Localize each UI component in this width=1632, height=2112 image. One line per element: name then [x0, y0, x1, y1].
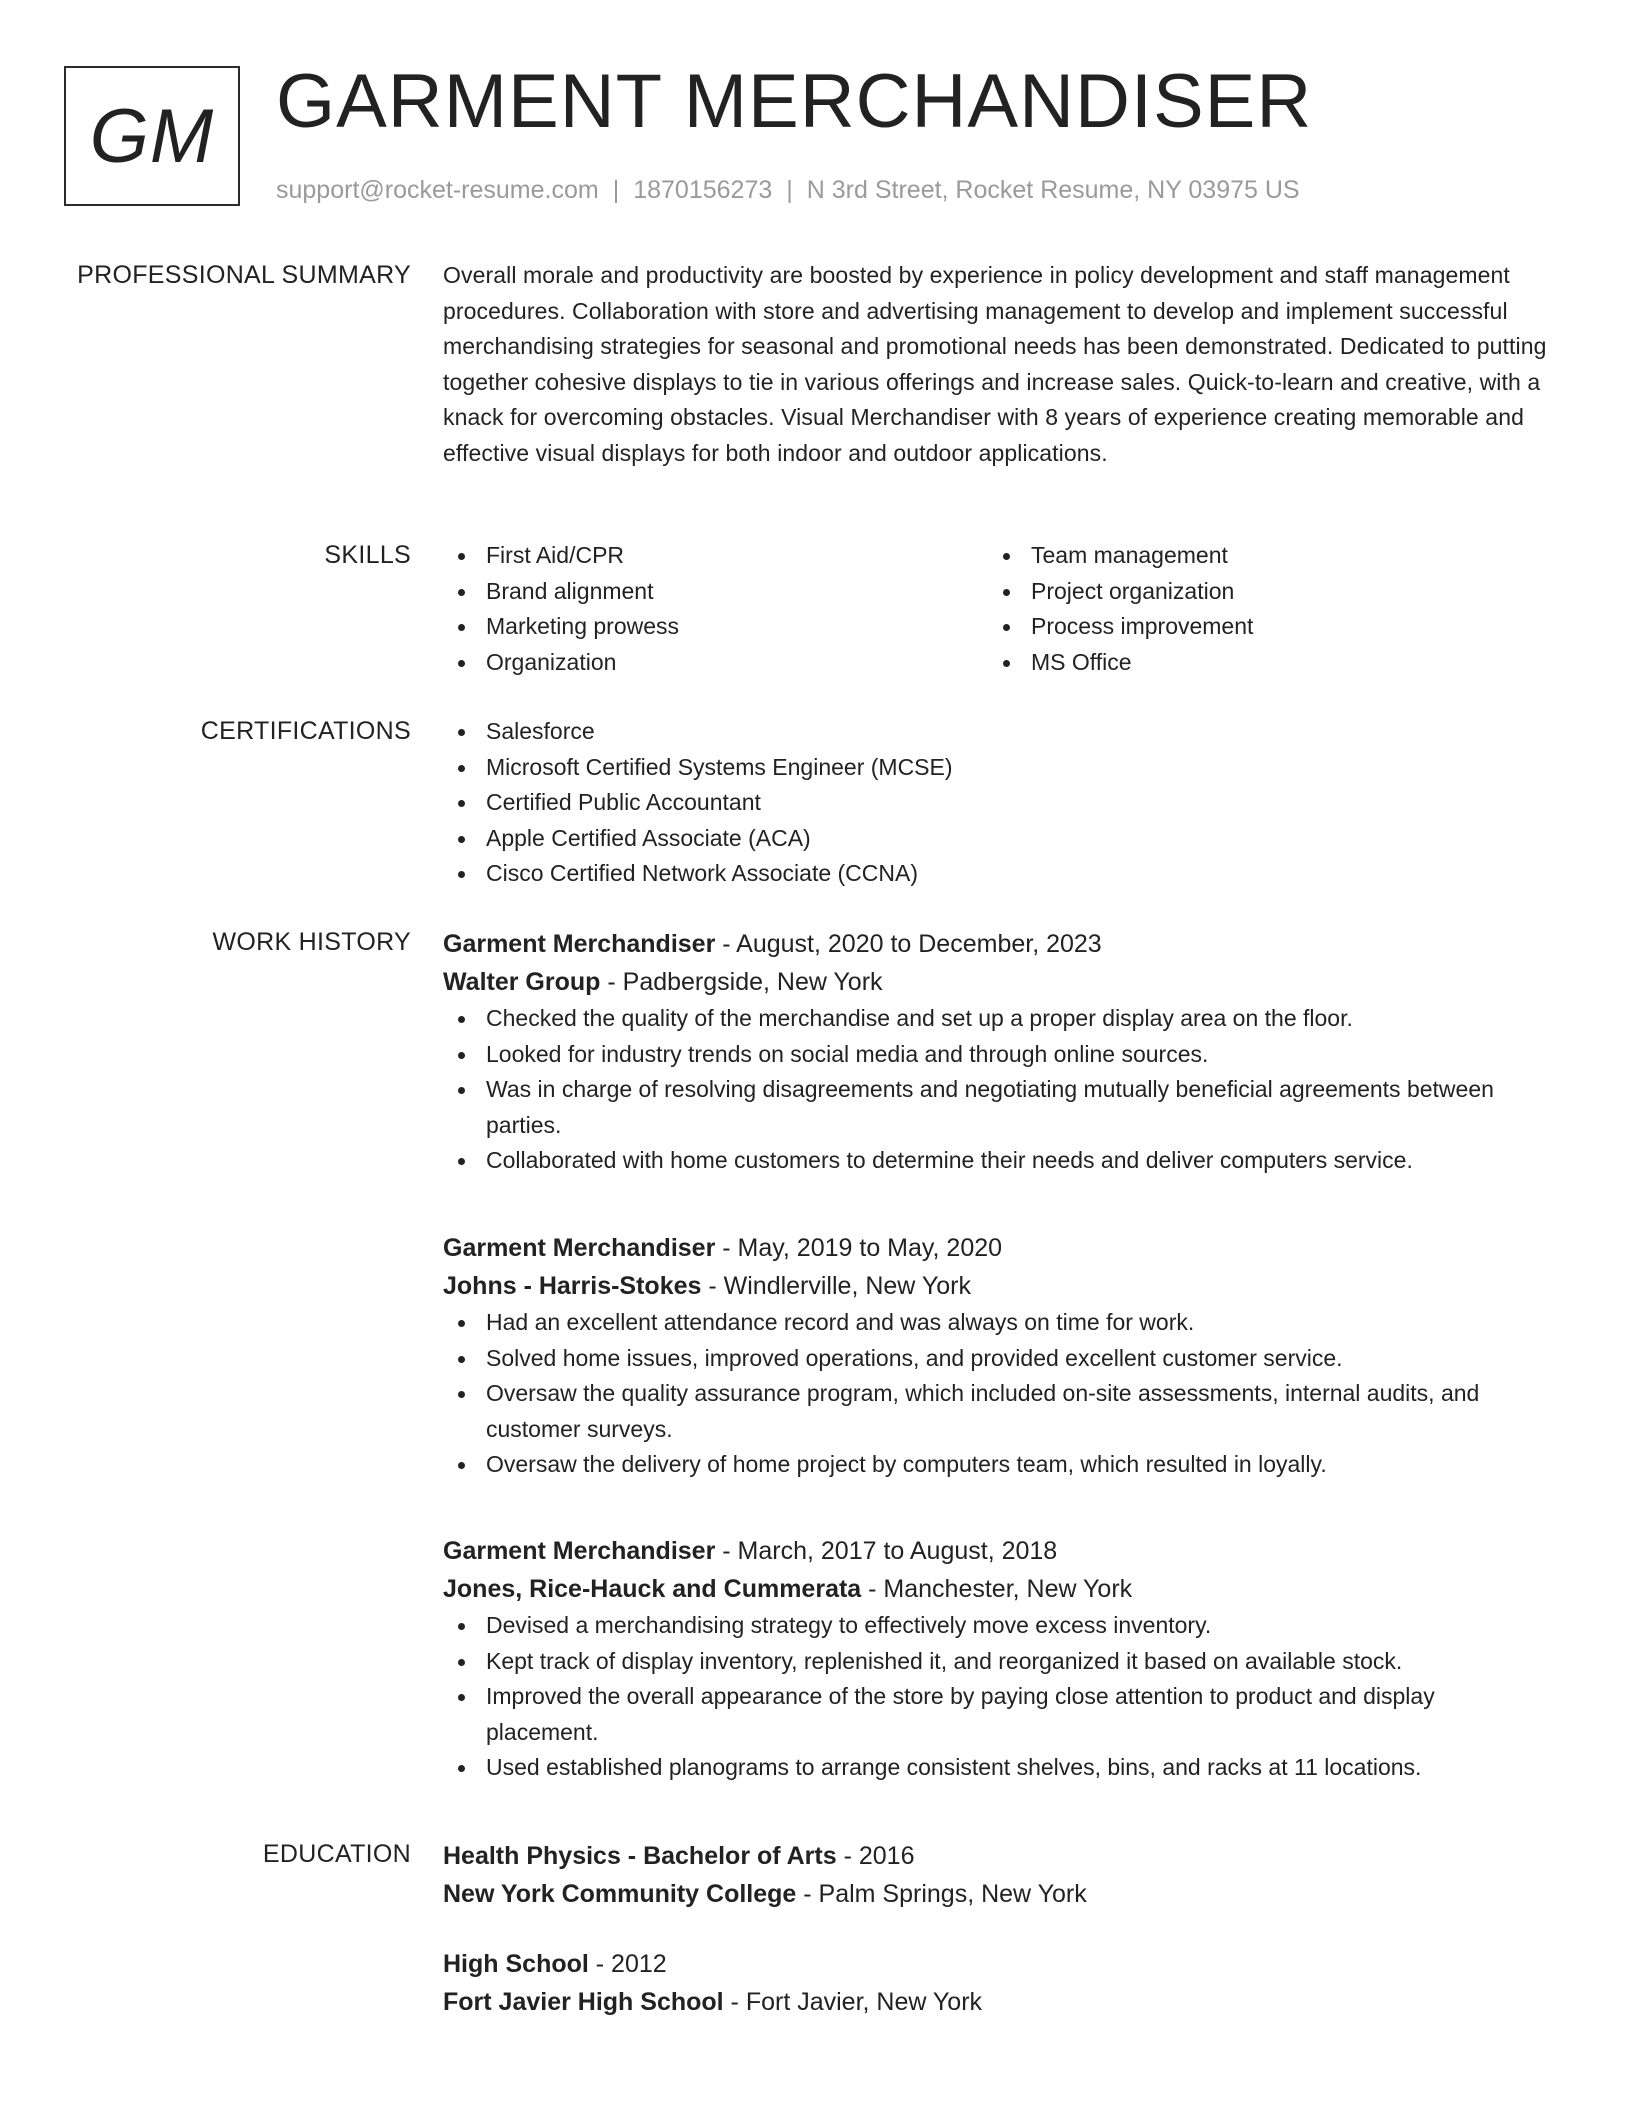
job-company-line: Jones, Rice-Hauck and Cummerata - Manchester, New York — [443, 1575, 1133, 1603]
job-bullet-text: Devised a merchandising strategy to effectively move excess inventory. — [486, 1612, 1212, 1638]
certification-item — [443, 856, 1553, 892]
job-bullet-text: Solved home issues, improved operations, and provided excellent customer service. — [486, 1344, 1343, 1371]
skill-text: Organization — [486, 648, 617, 675]
skill-item — [988, 574, 1533, 610]
bullet-icon — [458, 624, 465, 631]
skill-item — [443, 645, 988, 681]
job-dates: August, 2020 to December, 2023 — [736, 930, 1102, 958]
bullet-icon — [458, 765, 465, 772]
bullet-icon — [458, 800, 465, 807]
certification-item — [443, 714, 1553, 750]
skills-column-right — [988, 538, 1533, 680]
job-bullet — [443, 1305, 1553, 1341]
education-school-line: New York Community College - Palm Springs, New York — [443, 1880, 1087, 1908]
job-bullet — [443, 1608, 1553, 1644]
bullet-icon — [458, 1158, 465, 1165]
contact-separator: | — [786, 176, 793, 204]
job-company: Jones, Rice-Hauck and Cummerata — [443, 1575, 862, 1603]
education-year: 2016 — [858, 1842, 915, 1870]
bullet-icon — [1003, 589, 1010, 596]
education-entry — [443, 1945, 1553, 2021]
monogram-logo: GM — [64, 66, 240, 206]
job-title-line: Garment Merchandiser - May, 2019 to May, 2020 — [443, 1234, 1003, 1262]
education-degree-line: High School - 2012 — [443, 1950, 667, 1978]
bullet-icon — [458, 1623, 465, 1630]
skill-text: MS Office — [1031, 648, 1132, 675]
certification-text: Microsoft Certified Systems Engineer (MCSE) — [486, 753, 953, 780]
resume-name-title: GARMENT MERCHANDISER — [276, 59, 1313, 144]
job-bullet-text: Kept track of display inventory, replenished it, and reorganized it based on available stock. — [486, 1647, 1403, 1674]
certification-text: Apple Certified Associate (ACA) — [486, 824, 811, 851]
skill-item — [988, 645, 1533, 681]
contact-line — [276, 174, 1300, 206]
job-entry — [443, 925, 1553, 1179]
job-title-line: Garment Merchandiser - August, 2020 to December, 2023 — [443, 930, 1102, 958]
summary-body — [443, 258, 1553, 471]
education-school: New York Community College — [443, 1880, 797, 1908]
bullet-icon — [458, 1356, 465, 1363]
job-company: Walter Group — [443, 968, 601, 996]
bullet-icon — [458, 660, 465, 667]
job-bullet-text: Checked the quality of the merchandise and set up a proper display area on the floor. — [486, 1005, 1353, 1031]
contact-email[interactable]: support@rocket-resume.com — [276, 176, 599, 204]
education-school: Fort Javier High School — [443, 1988, 724, 2016]
job-bullet — [443, 1037, 1553, 1073]
job-location: Padbergside, New York — [622, 968, 883, 996]
job-bullet — [443, 1644, 1553, 1680]
bullet-icon — [458, 589, 465, 596]
summary-text: Overall morale and productivity are boosted by experience in policy development and staff management procedures. Collaboration with store and advertising management to develop and implement successful merchandising strategies for seasonal and promotional needs has been demonstrated. Dedicated to putting together cohesive displays to tie in various offerings and increase sales. Quick-to-learn and creative, with a knack for overcoming obstacles. Visual Merchandiser with 8 years of experience creating memorable and effective visual displays for both indoor and outdoor applications. — [443, 262, 1547, 466]
job-bullet-text: Oversaw the quality assurance program, which included on-site assessments, internal audits, and customer surveys. — [486, 1380, 1480, 1442]
job-location: Windlerville, New York — [723, 1272, 971, 1300]
job-entry — [443, 1532, 1553, 1786]
bullet-icon — [458, 1391, 465, 1398]
skill-item — [988, 609, 1533, 645]
skill-text: Project organization — [1031, 577, 1235, 604]
section-label-work-history: WORK HISTORY — [212, 928, 411, 956]
education-degree: High School — [443, 1950, 589, 1978]
job-bullet — [443, 1447, 1553, 1483]
bullet-icon — [458, 729, 465, 736]
job-bullet-text: Collaborated with home customers to determine their needs and deliver computers service. — [486, 1147, 1413, 1173]
job-title: Garment Merchandiser — [443, 1537, 716, 1565]
job-title: Garment Merchandiser — [443, 1234, 716, 1262]
education-degree: Health Physics - Bachelor of Arts — [443, 1842, 837, 1870]
bullet-icon — [1003, 660, 1010, 667]
bullet-icon — [1003, 624, 1010, 631]
certification-item — [443, 821, 1553, 857]
education-location: Palm Springs, New York — [818, 1880, 1087, 1908]
section-label-certifications: CERTIFICATIONS — [200, 717, 411, 745]
bullet-icon — [458, 1765, 465, 1772]
bullet-icon — [458, 1659, 465, 1666]
job-title-line: Garment Merchandiser - March, 2017 to August, 2018 — [443, 1537, 1058, 1565]
skill-text: Marketing prowess — [486, 613, 680, 639]
certification-item — [443, 750, 1553, 786]
bullet-icon — [458, 871, 465, 878]
job-bullet-text: Looked for industry trends on social media and through online sources. — [486, 1040, 1209, 1067]
bullet-icon — [458, 1087, 465, 1094]
bullet-icon — [458, 553, 465, 560]
bullet-icon — [458, 1694, 465, 1701]
bullet-icon — [458, 1052, 465, 1059]
job-bullet — [443, 1750, 1553, 1786]
certifications-body — [443, 714, 1553, 892]
skill-text: Team management — [1031, 542, 1228, 568]
job-bullet — [443, 1143, 1553, 1179]
certification-text: Salesforce — [486, 718, 595, 744]
education-degree-line: Health Physics - Bachelor of Arts - 2016 — [443, 1842, 915, 1870]
skills-grid — [443, 538, 1553, 680]
job-bullet — [443, 1341, 1553, 1377]
section-label-summary: PROFESSIONAL SUMMARY — [77, 261, 411, 289]
job-company-line: Johns - Harris-Stokes - Windlerville, New York — [443, 1272, 971, 1300]
job-bullet — [443, 1376, 1553, 1447]
job-bullet-text: Improved the overall appearance of the store by paying close attention to product and display placement. — [486, 1683, 1435, 1745]
skill-text: First Aid/CPR — [486, 542, 625, 568]
contact-phone[interactable]: 1870156273 — [633, 176, 773, 204]
bullet-icon — [458, 1462, 465, 1469]
contact-separator: | — [612, 176, 620, 204]
skill-item — [988, 538, 1533, 574]
certification-text: Cisco Certified Network Associate (CCNA) — [486, 860, 919, 886]
skill-text: Brand alignment — [486, 577, 654, 604]
skill-text: Process improvement — [1031, 613, 1254, 639]
section-label-skills: SKILLS — [324, 541, 411, 569]
bullet-icon — [458, 836, 465, 843]
skill-item — [443, 574, 988, 610]
job-bullet — [443, 1679, 1553, 1750]
skill-item — [443, 609, 988, 645]
bullet-icon — [458, 1320, 465, 1327]
job-entry — [443, 1229, 1553, 1483]
job-bullet-text: Had an excellent attendance record and was always on time for work. — [486, 1309, 1195, 1335]
job-company: Johns - Harris-Stokes — [443, 1272, 702, 1300]
job-title: Garment Merchandiser — [443, 930, 716, 958]
job-location: Manchester, New York — [883, 1575, 1133, 1603]
job-bullet-text: Used established planograms to arrange consistent shelves, bins, and racks at 11 locations. — [486, 1754, 1422, 1780]
job-company-line: Walter Group - Padbergside, New York — [443, 968, 883, 996]
certification-item — [443, 785, 1553, 821]
education-school-line: Fort Javier High School - Fort Javier, New York — [443, 1988, 983, 2016]
certification-text: Certified Public Accountant — [486, 789, 761, 815]
contact-address: N 3rd Street, Rocket Resume, NY 03975 US — [806, 176, 1300, 204]
job-dates: March, 2017 to August, 2018 — [737, 1537, 1058, 1565]
bullet-icon — [458, 1016, 465, 1023]
education-year: 2012 — [611, 1950, 667, 1978]
education-entry — [443, 1837, 1553, 1913]
skills-column-left — [443, 538, 988, 680]
education-location: Fort Javier, New York — [745, 1988, 983, 2016]
skill-item — [443, 538, 988, 574]
job-bullet-text: Was in charge of resolving disagreements and negotiating mutually beneficial agreements between parties. — [486, 1076, 1494, 1138]
job-bullet — [443, 1072, 1553, 1143]
job-bullet — [443, 1001, 1553, 1037]
job-bullet-text: Oversaw the delivery of home project by computers team, which resulted in loyally. — [486, 1451, 1327, 1477]
section-label-education: EDUCATION — [262, 1840, 411, 1868]
bullet-icon — [1003, 553, 1010, 560]
job-dates: May, 2019 to May, 2020 — [737, 1234, 1003, 1262]
